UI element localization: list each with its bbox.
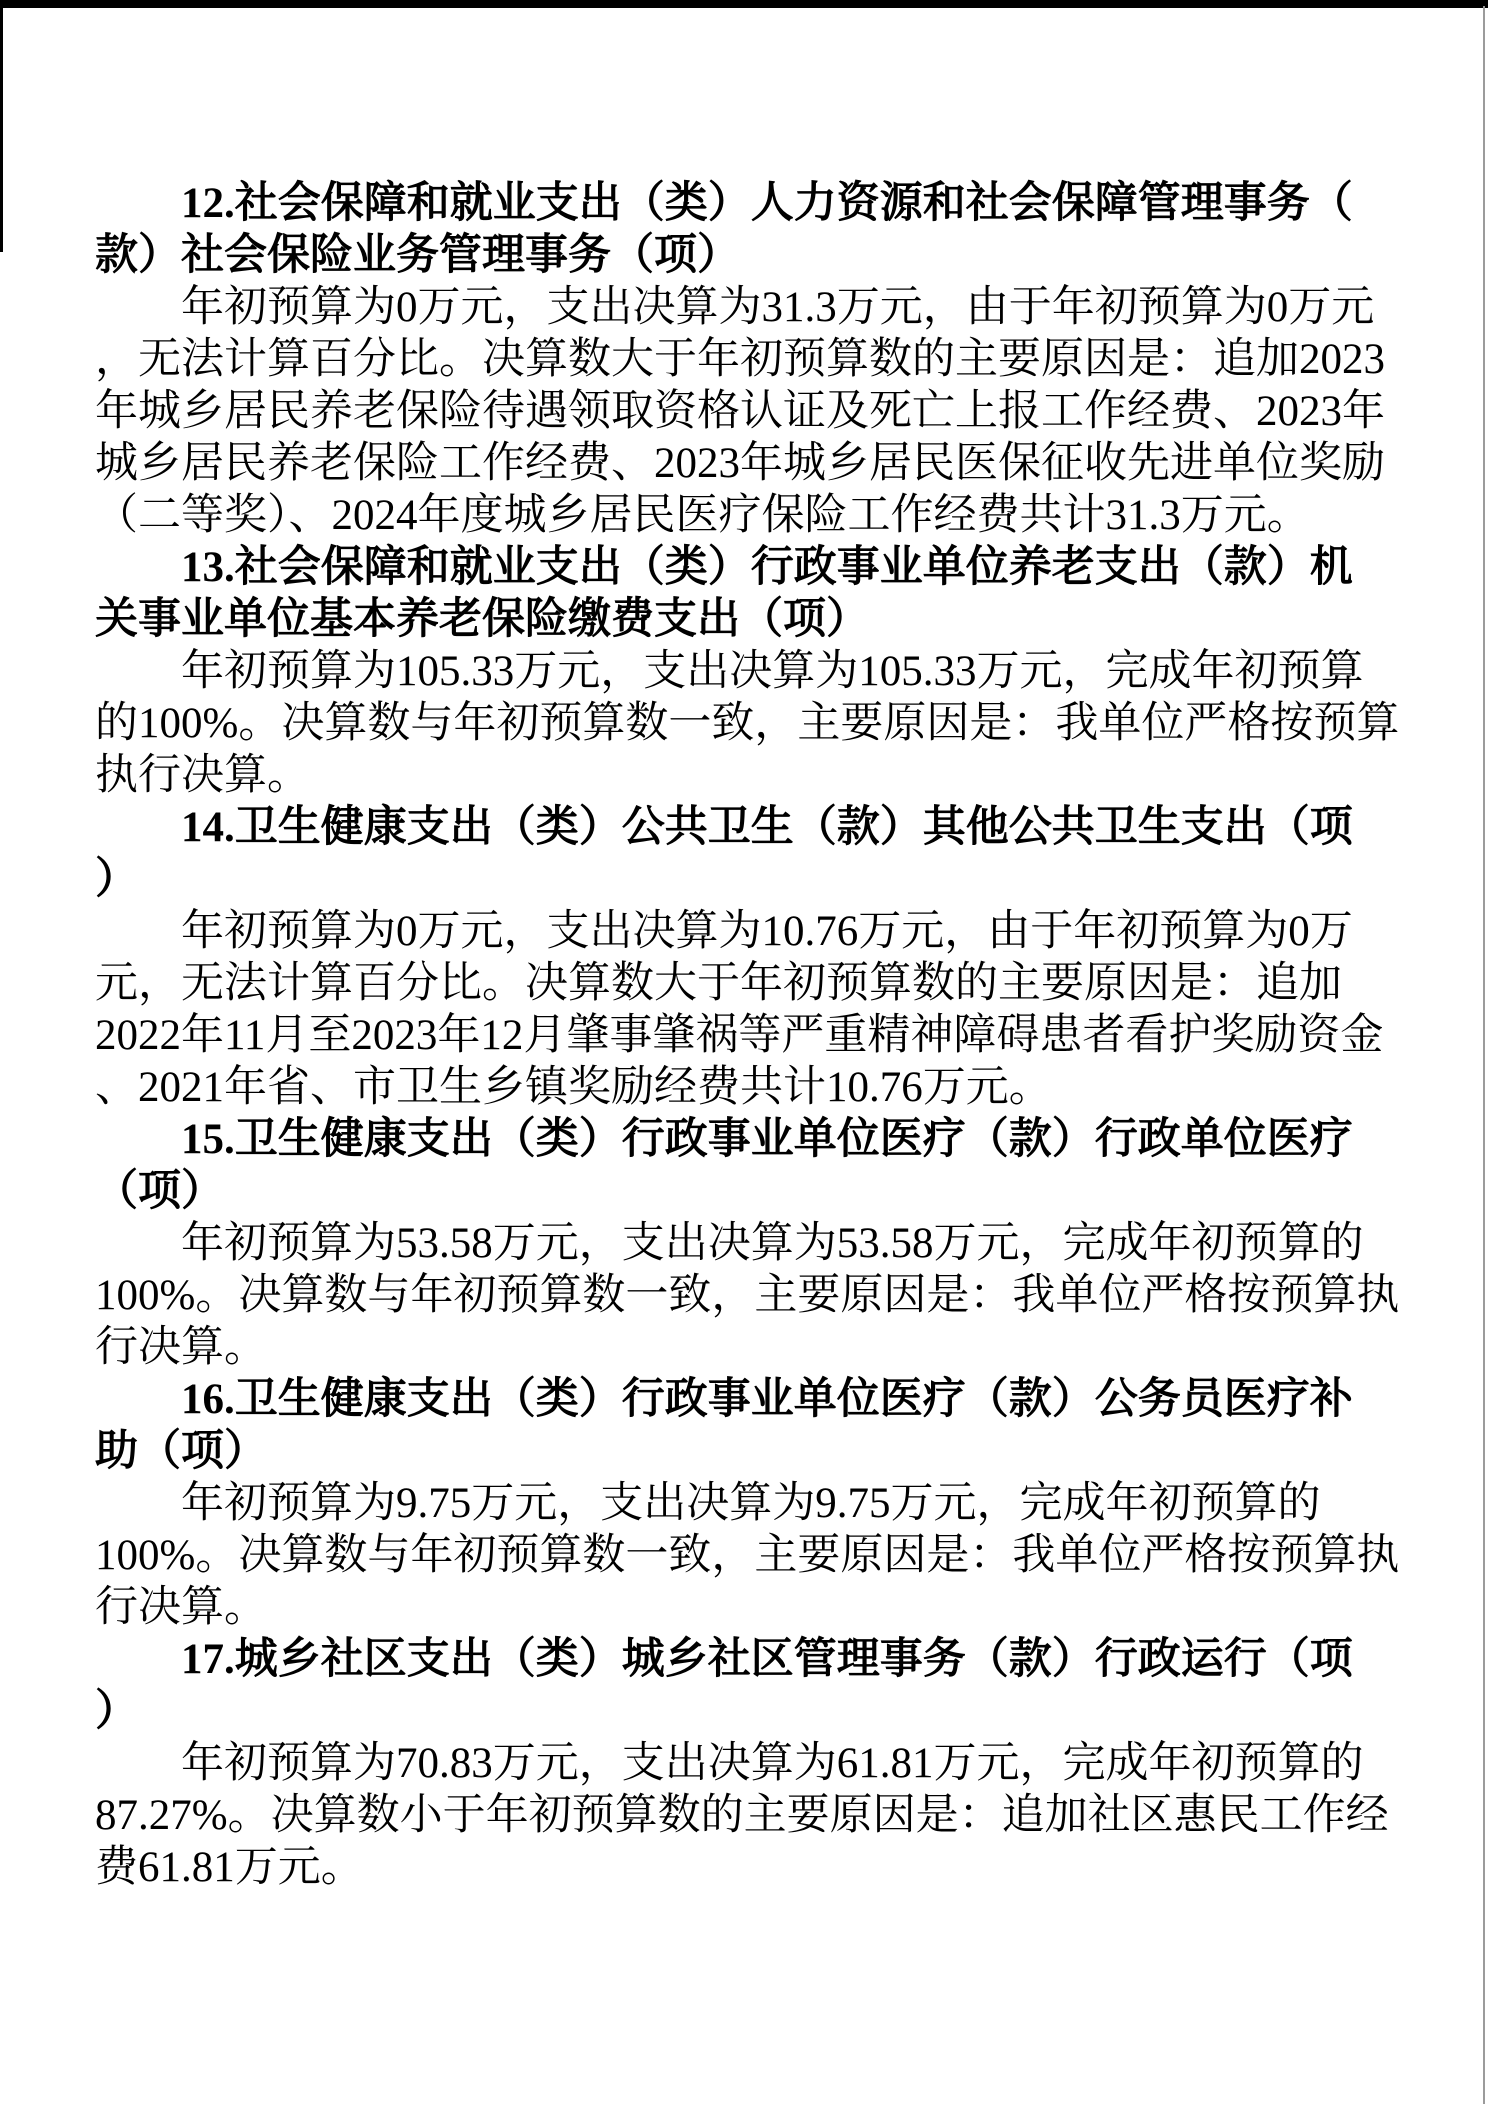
section-16-heading-line-1: 16.卫生健康支出（类）行政事业单位医疗（款）公务员医疗补 [181, 1376, 1353, 1423]
section-16 [95, 1374, 1400, 1634]
section-15-heading-line-1: 15.卫生健康支出（类）行政事业单位医疗（款）行政单位医疗 [181, 1116, 1353, 1163]
section-13-heading-line-1: 13.社会保障和就业支出（类）行政事业单位养老支出（款）机 [181, 544, 1353, 591]
section-14 [95, 802, 1397, 1114]
section-17-heading-line-2: ） [95, 1688, 138, 1735]
section-12-heading-line-1: 12.社会保障和就业支出（类）人力资源和社会保障管理事务（ [181, 180, 1353, 227]
section-17-body-line-2: 87.27%。决算数小于年初预算数的主要原因是：追加社区惠民工作经 [95, 1792, 1389, 1839]
page-right-edge [1483, 6, 1485, 2104]
section-16-body-line-1: 年初预算为9.75万元，支出决算为9.75万元，完成年初预算的 [181, 1480, 1321, 1527]
section-12-body-line-2: ，无法计算百分比。决算数大于年初预算数的主要原因是：追加2023 [95, 336, 1385, 383]
section-14-body-line-3: 2022年11月至2023年12月肇事肇祸等严重精神障碍患者看护奖励资金 [95, 1012, 1384, 1059]
section-14-body-line-4: 、2021年省、市卫生乡镇奖励经费共计10.76万元。 [95, 1064, 1052, 1111]
section-13-body-line-1: 年初预算为105.33万元，支出决算为105.33万元，完成年初预算 [181, 648, 1364, 695]
section-12-body-line-5: （二等奖）、2024年度城乡居民医疗保险工作经费共计31.3万元。 [95, 492, 1310, 539]
section-16-body-line-2: 100%。决算数与年初预算数一致，主要原因是：我单位严格按预算执 [95, 1532, 1400, 1579]
section-15-heading-line-2: （项） [95, 1168, 224, 1215]
section-15-body-line-1: 年初预算为53.58万元，支出决算为53.58万元，完成年初预算的 [181, 1220, 1364, 1267]
section-16-body-line-3: 行决算。 [95, 1584, 267, 1631]
section-17-heading-line-1: 17.城乡社区支出（类）城乡社区管理事务（款）行政运行（项 [181, 1636, 1353, 1683]
section-12-body-line-4: 城乡居民养老保险工作经费、2023年城乡居民医保征收先进单位奖励 [95, 440, 1385, 487]
section-17-body-line-1: 年初预算为70.83万元，支出决算为61.81万元，完成年初预算的 [181, 1740, 1364, 1787]
scan-edge-top [0, 0, 1488, 8]
section-15-body-line-2: 100%。决算数与年初预算数一致，主要原因是：我单位严格按预算执 [95, 1272, 1400, 1319]
section-15 [95, 1114, 1400, 1374]
section-17 [95, 1634, 1397, 1894]
scan-edge-left [0, 0, 3, 252]
section-15-body-line-3: 行决算。 [95, 1324, 267, 1371]
section-14-body-line-1: 年初预算为0万元，支出决算为10.76万元，由于年初预算为0万 [181, 908, 1353, 955]
section-13-heading-line-2: 关事业单位基本养老保险缴费支出（项） [95, 596, 869, 643]
section-14-heading-line-2: ） [95, 856, 138, 903]
section-12-heading-line-2: 款）社会保险业务管理事务（项） [95, 232, 740, 279]
section-12-body-line-3: 年城乡居民养老保险待遇领取资格认证及死亡上报工作经费、2023年 [95, 388, 1385, 435]
section-12 [95, 178, 1397, 542]
section-14-body-line-2: 元，无法计算百分比。决算数大于年初预算数的主要原因是：追加 [95, 960, 1342, 1007]
section-12-body-line-1: 年初预算为0万元，支出决算为31.3万元，由于年初预算为0万元 [181, 284, 1375, 331]
section-13-body-line-2: 的100%。决算数与年初预算数一致，主要原因是：我单位严格按预算 [95, 700, 1400, 747]
section-13 [95, 542, 1400, 802]
document-content [95, 178, 1400, 1894]
section-13-body-line-3: 执行决算。 [95, 752, 310, 799]
section-14-heading-line-1: 14.卫生健康支出（类）公共卫生（款）其他公共卫生支出（项 [181, 804, 1353, 851]
section-16-heading-line-2: 助（项） [95, 1428, 267, 1475]
section-17-body-line-3: 费61.81万元。 [95, 1844, 364, 1891]
